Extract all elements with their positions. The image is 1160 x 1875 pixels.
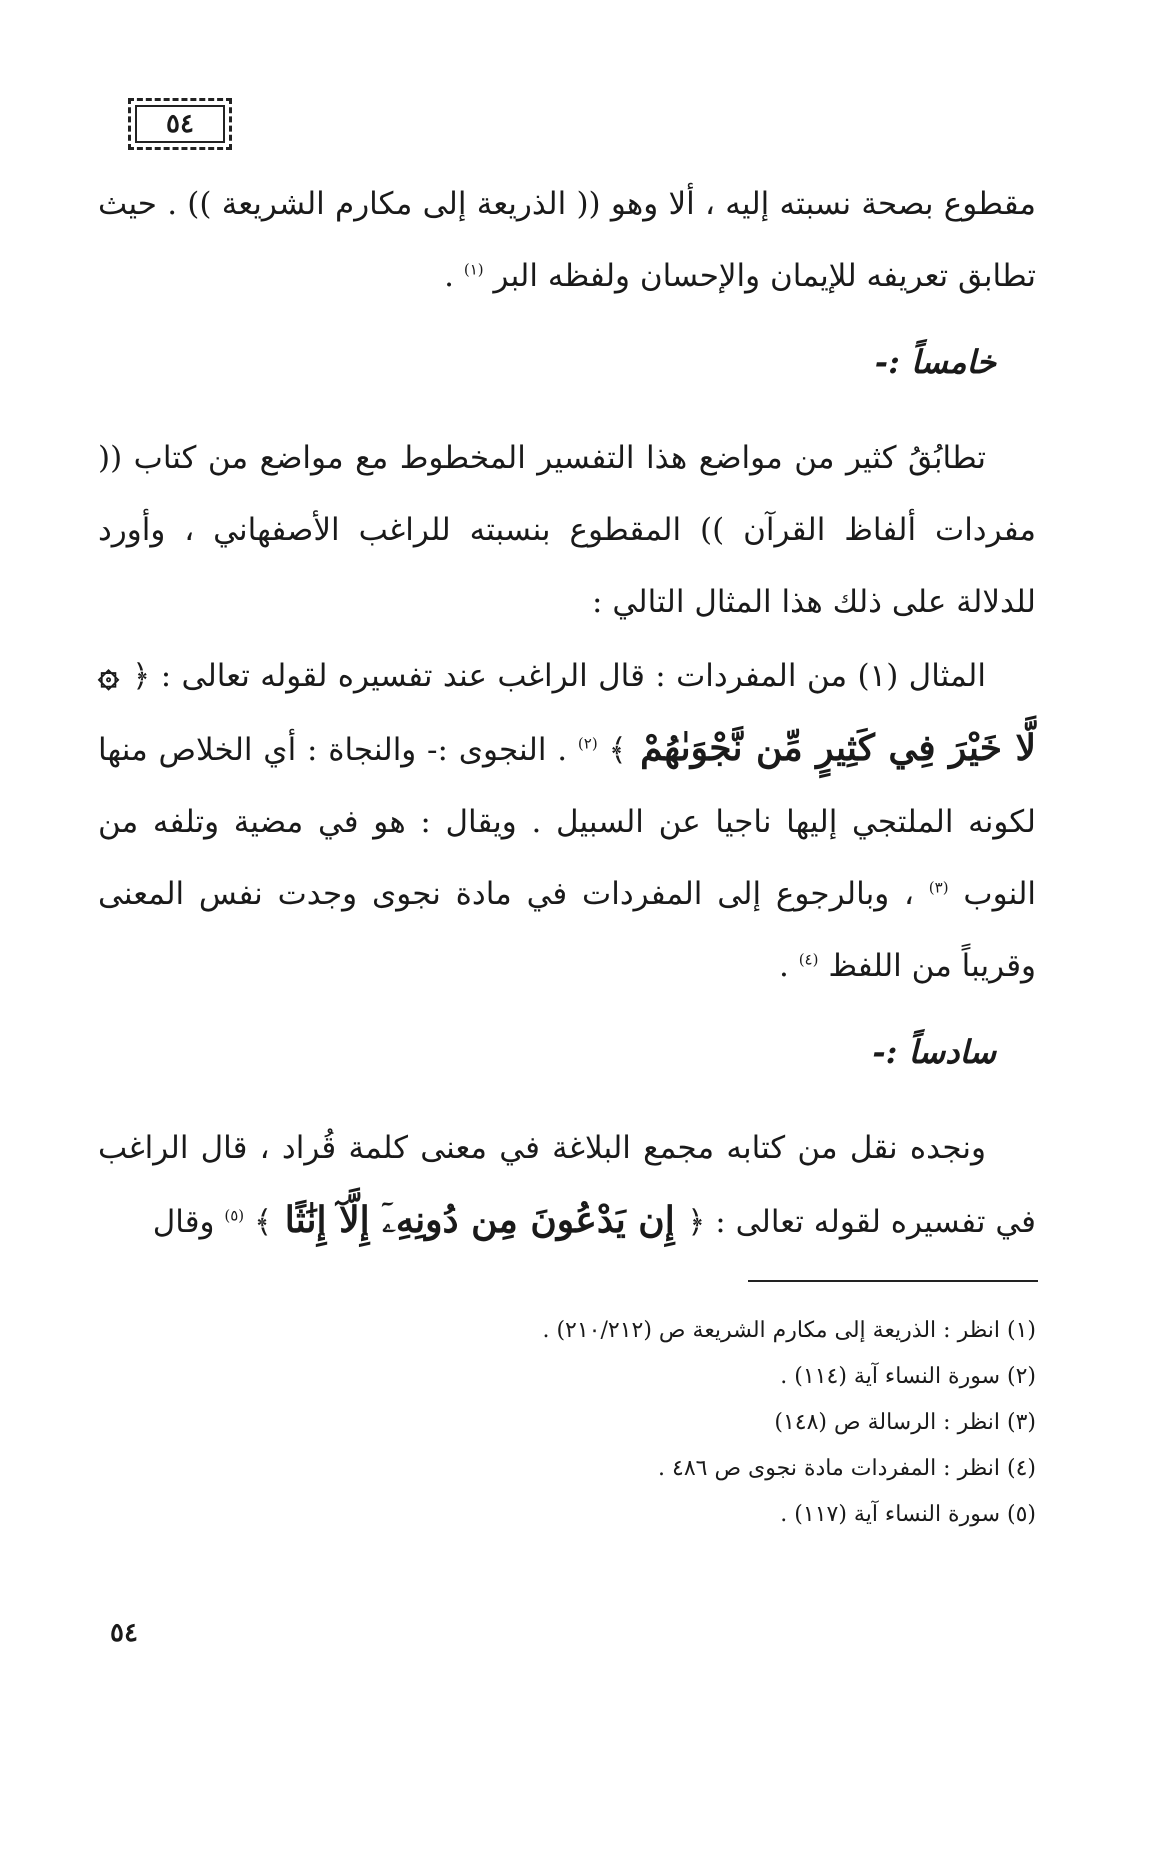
paragraph-2: تطابُقُ كثير من مواضع هذا التفسير المخطوط مع مواضع من كتاب (( مفردات ألفاظ القرآن )) المقطوع بنسبته للراغب الأصفهاني ، وأورد للدلالة على ذلك هذا المثال التالي : <box>98 440 1036 620</box>
footnote-ref-3: (٣) <box>928 878 949 897</box>
footnotes <box>98 1308 1036 1538</box>
footnote-divider <box>748 1280 1038 1282</box>
heading-fifth: خامساً :- <box>874 343 996 381</box>
page-number-header-text: ٥٤ <box>166 109 194 139</box>
quran-verse-1: ۞ لَّا خَيْرَ فِي كَثِيرٍ مِّن نَّجْوَىٰهُمْ <box>98 653 1036 769</box>
paragraph-3: المثال (١) من المفردات : قال الراغب عند تفسيره لقوله تعالى : ﴿ ۞ لَّا خَيْرَ فِي كَثِيرٍ مِّن نَّجْوَىٰهُمْ ﴾ $^{(٢)}$ . النجوى :- والنجاة : أي الخلاص منها لكونه الملتجي إليها ناجيا عن السبيل . ويقال : هو في مضية وتلفه من النوب $^{(٣)}$ ، وبالرجوع إلى المفردات في مادة نجوى وجدت نفس المعنى وقريباً من اللفظ $^{(٤)}$ . <box>98 653 1037 984</box>
footnote-5: (٥) سورة النساء آية (١١٧) . <box>780 1502 1036 1527</box>
footnote-2: (٢) سورة النساء آية (١١٤) . <box>780 1364 1036 1389</box>
page-number-header <box>128 98 232 150</box>
footnote-3: (٣) انظر : الرسالة ص (١٤٨) <box>774 1410 1036 1435</box>
paragraph-1: مقطوع بصحة نسبته إليه ، ألا وهو (( الذريعة إلى مكارم الشريعة )) . حيث تطابق تعريفه للإيمان والإحسان ولفظه البر $^{(١)}$ . <box>98 186 1036 294</box>
footnote-1: (١) انظر : الذريعة إلى مكارم الشريعة ص (٢١٠/٢١٢) . <box>542 1318 1036 1343</box>
footnote-ref-2: (٢) <box>577 734 598 753</box>
page-number-footer: ٥٤ <box>110 1618 138 1648</box>
quran-verse-2: إِن يَدْعُونَ مِن دُونِهِۦٓ إِلَّآ إِنَٰثًا <box>272 1199 688 1241</box>
heading-sixth: سادساً :- <box>872 1033 996 1071</box>
main-text <box>98 168 1036 1258</box>
footnote-ref-4: (٤) <box>798 950 819 969</box>
footnote-ref-5: (٥) <box>224 1206 245 1225</box>
footnote-ref-1: (١) <box>463 260 484 279</box>
paragraph-4: ونجده نقل من كتابه مجمع البلاغة في معنى كلمة قُراد ، قال الراغب في تفسيره لقوله تعالى : ﴿ إِن يَدْعُونَ مِن دُونِهِۦٓ إِلَّآ إِنَٰثًا ﴾ $^{(٥)}$ وقال <box>98 1130 1036 1241</box>
footnote-4: (٤) انظر : المفردات مادة نجوى ص ٤٨٦ . <box>658 1456 1036 1481</box>
